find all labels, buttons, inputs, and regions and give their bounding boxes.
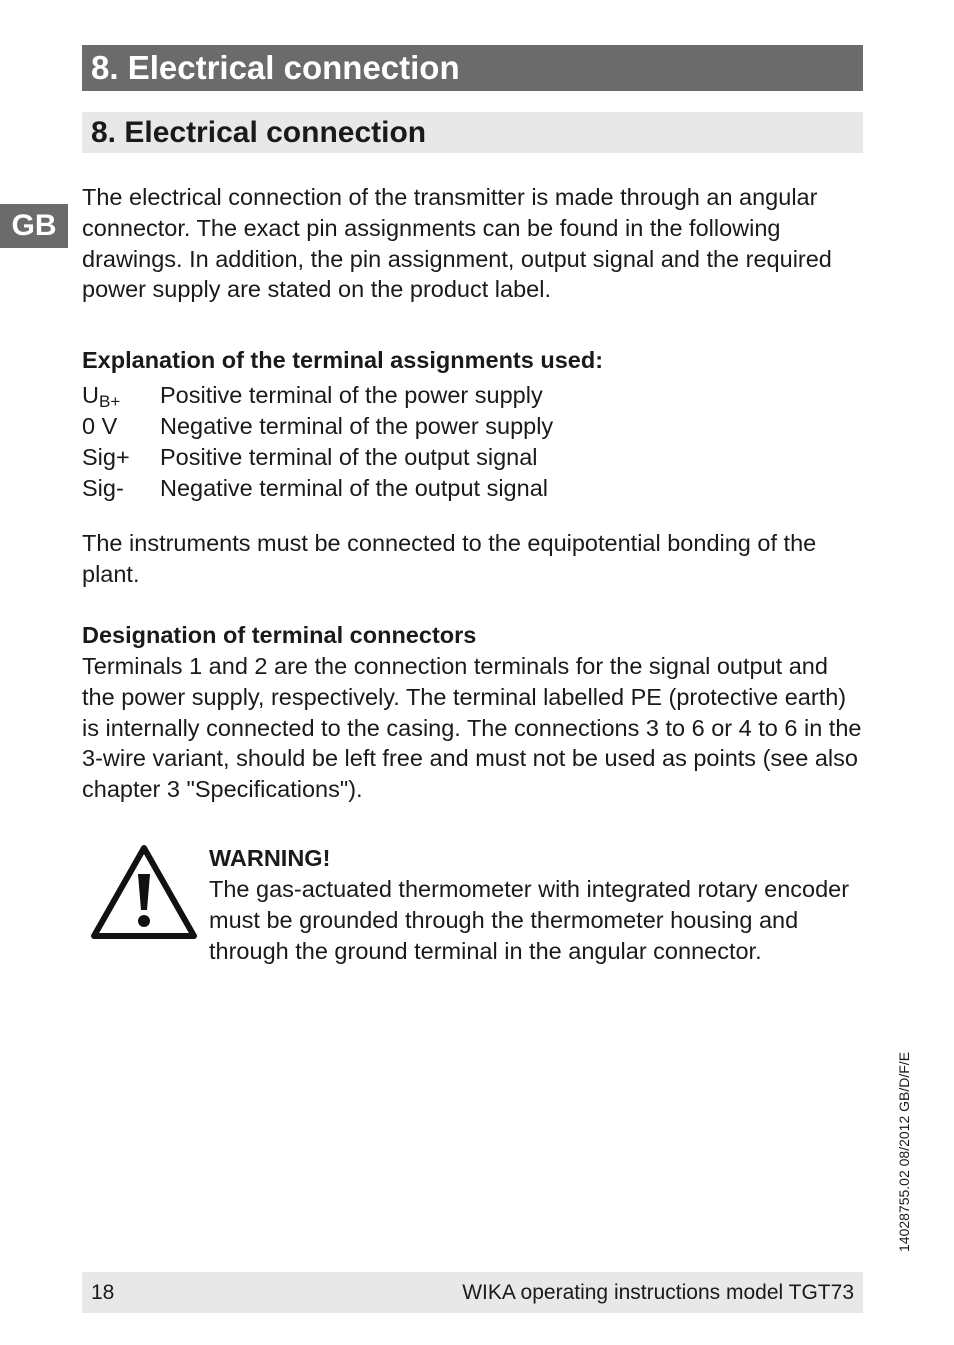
- warning-triangle-icon: [90, 844, 198, 940]
- terminal-key: $U_{B+}$: [82, 382, 121, 411]
- section-title: 8. Electrical connection: [82, 112, 863, 153]
- intro-paragraph: The electrical connection of the transmitter is made through an angular connector. The exact pin assignments can be found in the following drawings. In addition, the pin assignment, output signal and the required power supply are stated on the product label.: [82, 184, 832, 303]
- terminal-row: [82, 473, 862, 504]
- language-tab: GB: [0, 204, 68, 248]
- equipotential-paragraph: The instruments must be connected to the equipotential bonding of the plant.: [82, 530, 817, 587]
- terminal-list: [82, 380, 862, 504]
- terminal-assignments-heading: Explanation of the terminal assignments used:: [82, 347, 604, 373]
- document-code: 14028755.02 08/2012 GB/D/F/E: [896, 1051, 912, 1252]
- terminal-description: Negative terminal of the output signal: [160, 475, 548, 501]
- terminal-key: Sig+: [82, 444, 130, 470]
- terminal-row: [82, 380, 862, 411]
- warning-text: The gas-actuated thermometer with integrated rotary encoder must be grounded through the thermometer housing and through the ground terminal in the angular connector.: [209, 876, 850, 964]
- page-number: 18: [91, 1280, 115, 1304]
- designation-paragraph: Terminals 1 and 2 are the connection terminals for the signal output and the power supply, respectively. The terminal labelled PE (protective earth) is internally connected to the casing. The connections 3 to 6 or 4 to 6 in the 3-wire variant, should be left free and must not be used as points (see also chapter 3 "Specifications").: [82, 653, 862, 803]
- chapter-title: 8. Electrical connection: [82, 45, 863, 91]
- warning-title: WARNING!: [209, 845, 331, 871]
- footer-document-title: WIKA operating instructions model TGT73: [462, 1280, 854, 1304]
- terminal-description: Positive terminal of the power supply: [160, 382, 543, 408]
- terminal-description: Negative terminal of the power supply: [160, 413, 554, 439]
- terminal-key: Sig-: [82, 475, 124, 501]
- terminal-row: [82, 411, 862, 442]
- designation-heading: Designation of terminal connectors: [82, 622, 477, 648]
- terminal-key: 0 V: [82, 413, 118, 439]
- terminal-row: [82, 442, 862, 473]
- terminal-description: Positive terminal of the output signal: [160, 444, 538, 470]
- page-footer: [82, 1272, 863, 1313]
